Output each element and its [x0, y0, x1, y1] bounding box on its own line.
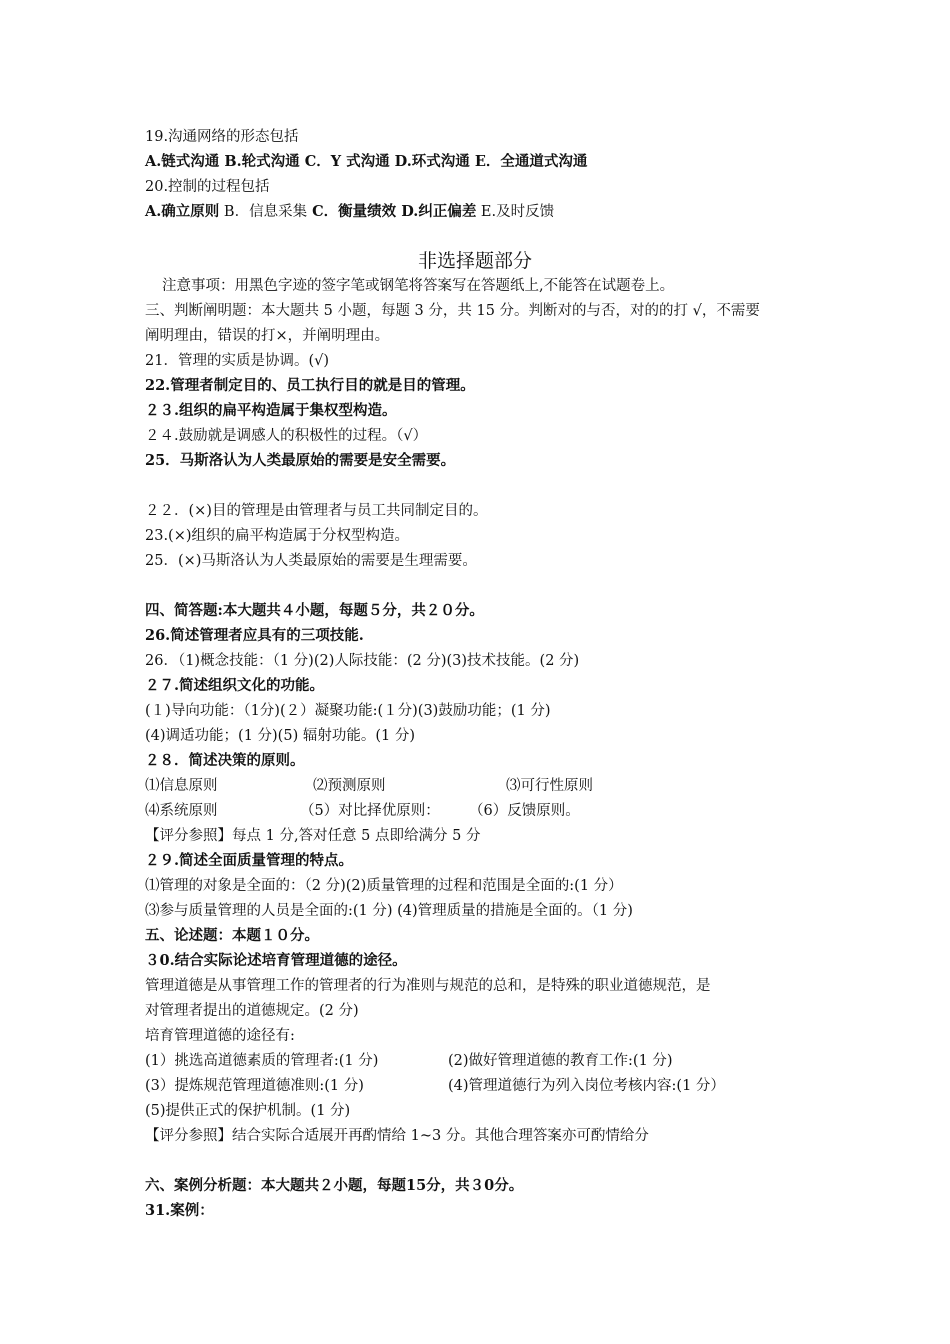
q20-option-b: B．信息采集 — [219, 204, 308, 220]
question-19: 19.沟通网络的形态包括 — [145, 129, 299, 145]
question-27: ２７.简述组织文化的功能。 — [145, 677, 325, 694]
question-21: 21．管理的实质是协调。(√) — [145, 353, 330, 369]
answer-29-line1: ⑴管理的对象是全面的：（2 分)(2)质量管理的过程和范围是全面的:(1 分） — [145, 878, 623, 894]
answer-28-item1: ⑴信息原则 — [145, 778, 218, 794]
question-20: 20.控制的过程包括 — [145, 179, 270, 195]
answer-28-item4: ⑷系统原则 — [145, 803, 218, 819]
q20-option-cd: C．衡量绩效 D.纠正偏差 — [307, 203, 477, 220]
answer-30-line3: 培育管理道德的途径有: — [145, 1028, 295, 1044]
answer-30-item1: (1）挑选高道德素质的管理者:(1 分) — [145, 1053, 379, 1069]
question-23: ２３.组织的扁平构造属于集权型构造。 — [145, 402, 397, 419]
question-31: 31.案例： — [145, 1202, 214, 1219]
answer-27-line2: (4)调适功能；(1 分)(5) 辐射功能。(1 分) — [145, 728, 415, 744]
part4-header: 四、简答题:本大题共４小题，每题５分，共２０分。 — [145, 602, 484, 619]
q20-option-a: A.确立原则 — [145, 203, 220, 220]
q20-option-e: E.及时反馈 — [476, 204, 555, 220]
section-title-nonchoice: 非选择题部分 — [417, 250, 532, 272]
question-25: 25．马斯洛认为人类最原始的需要是安全需要。 — [145, 452, 456, 469]
question-20-options — [145, 202, 554, 222]
question-28: ２８．简述决策的原则。 — [145, 752, 305, 769]
answer-29-line2: ⑶参与质量管理的人员是全面的:(1 分) (4)管理质量的措施是全面的。（1 分) — [145, 903, 633, 919]
answer-23: 23.(×)组织的扁平构造属于分权型构造。 — [145, 528, 410, 544]
answer-28-item6: （6）反馈原则。 — [469, 803, 580, 819]
question-19-options: A.链式沟通 B.轮式沟通 C．Y 式沟通 D.环式沟通 E．全通道式沟通 — [145, 153, 588, 170]
question-22: 22.管理者制定目的、员工执行目的就是目的管理。 — [145, 377, 475, 394]
part3-header-line1: 三、判断阐明题：本大题共 5 小题，每题 3 分，共 15 分。判断对的与否，对的的打 √，不需要 — [145, 303, 760, 319]
question-26: 26.简述管理者应具有的三项技能. — [145, 627, 364, 644]
part3-header-line2: 阐明理由，错误的打×，并阐明理由。 — [145, 328, 390, 344]
answer-22: ２２．(×)目的管理是由管理者与员工共同制定目的。 — [145, 503, 488, 519]
answer-30-item3: (3）提炼规范管理道德准则:(1 分) — [145, 1078, 364, 1094]
answer-27-line1: (１)导向功能：（1分)(２）凝聚功能:(１分)(3)鼓励功能；(1 分) — [145, 703, 551, 719]
answer-28-item5: （5）对比择优原则： — [300, 803, 440, 819]
answer-28-item2: ⑵预测原则 — [313, 778, 386, 794]
answer-30-line1: 管理道德是从事管理工作的管理者的行为准则与规范的总和，是特殊的职业道德规范，是 — [145, 978, 711, 994]
question-30: ３0.结合实际论述培育管理道德的途径。 — [145, 952, 407, 969]
answer-30-note: 【评分参照】结合实际合适展开再酌情给 1~3 分。其他合理答案亦可酌情给分 — [145, 1128, 649, 1144]
answer-30-item2: (2)做好管理道德的教育工作:(1 分) — [448, 1053, 673, 1069]
answer-30-item5: (5)提供正式的保护机制。(1 分) — [145, 1103, 351, 1119]
answer-28-note: 【评分参照】每点 1 分,答对任意 5 点即给满分 5 分 — [145, 828, 481, 844]
question-29: ２９.简述全面质量管理的特点。 — [145, 852, 354, 869]
part5-header: 五、论述题：本题１０分。 — [145, 927, 319, 944]
answer-30-line2: 对管理者提出的道德规定。(2 分) — [145, 1003, 359, 1019]
answer-25: 25．(×)马斯洛认为人类最原始的需要是生理需要。 — [145, 553, 477, 569]
answer-28-item3: ⑶可行性原则 — [506, 778, 593, 794]
notice: 注意事项：用黑色字迹的签字笔或钢笔将答案写在答题纸上,不能答在试题卷上。 — [162, 278, 675, 294]
question-24: ２４.鼓励就是调感人的积极性的过程。（√） — [145, 428, 428, 444]
part6-header: 六、案例分析题：本大题共２小题，每题15分，共３0分。 — [145, 1177, 524, 1194]
answer-30-item4: (4)管理道德行为列入岗位考核内容:(1 分） — [448, 1078, 725, 1094]
answer-26: 26．（1)概念技能：（1 分)(2)人际技能：(2 分)(3)技术技能。(2 分) — [145, 653, 580, 669]
